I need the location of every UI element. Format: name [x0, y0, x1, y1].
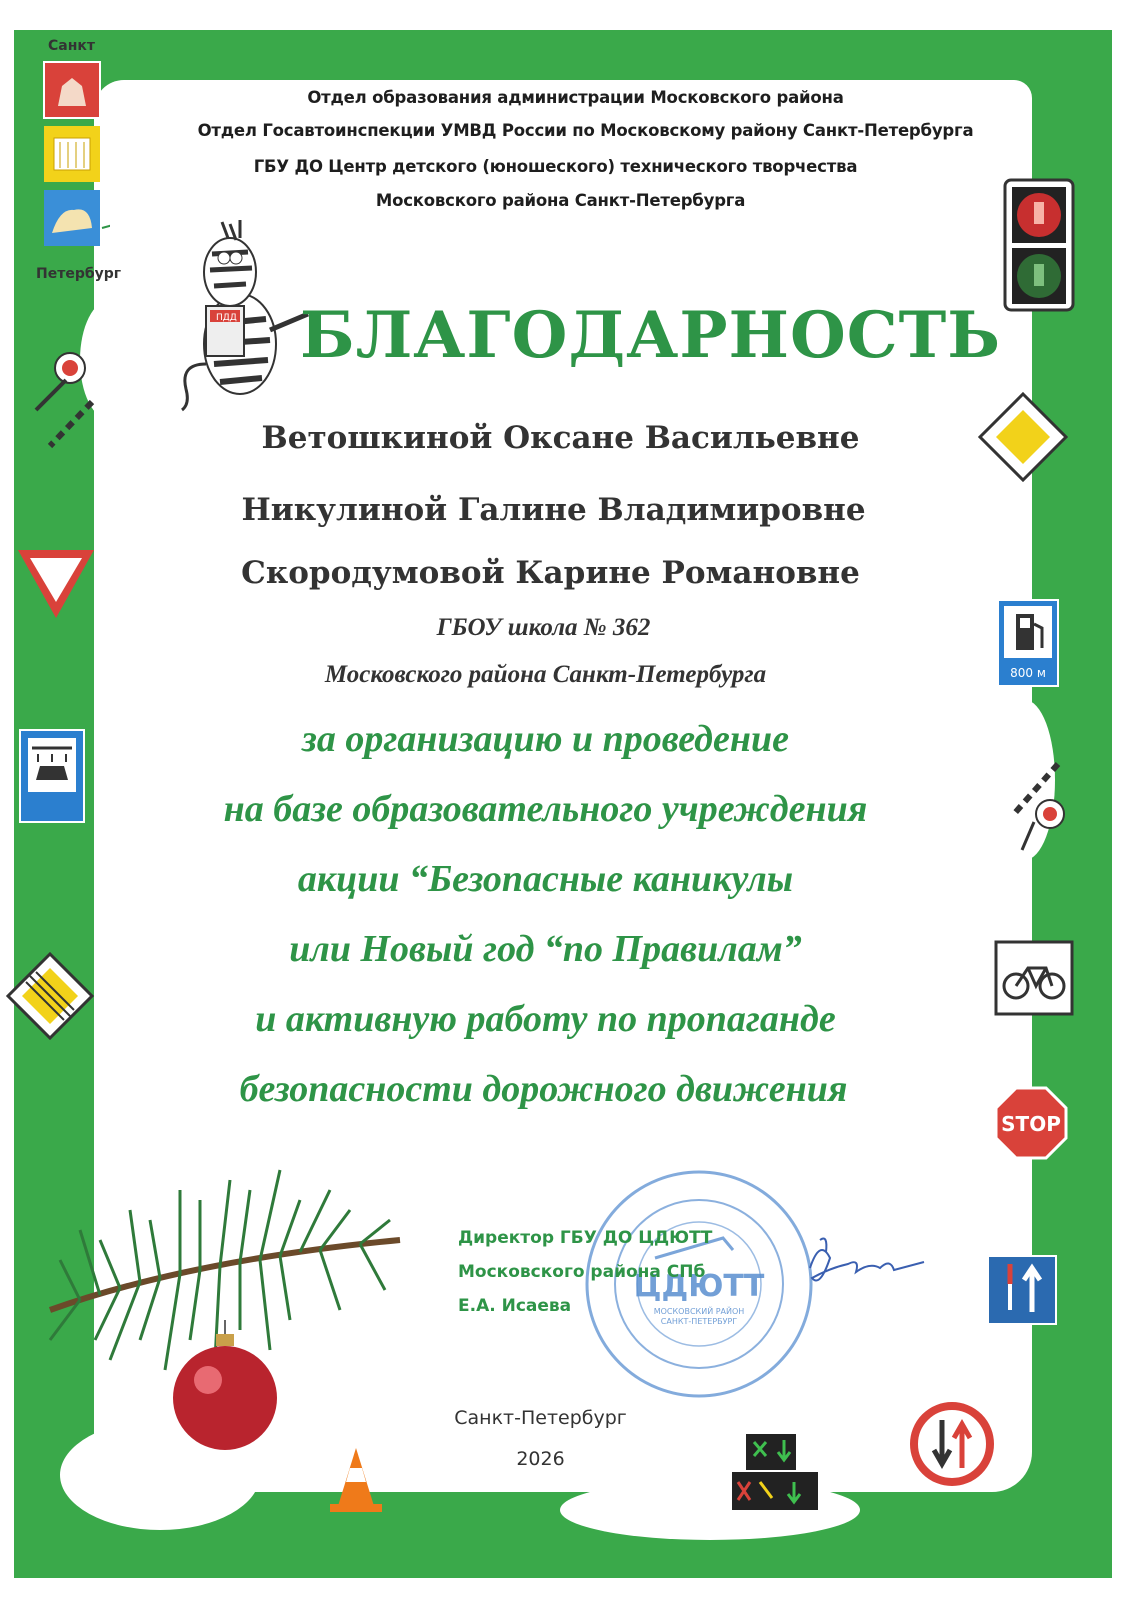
stamp-sub1-text: МОСКОВСКИЙ РАЙОН	[653, 1307, 745, 1316]
recipient-name-1: Ветошкиной Оксане Васильевне	[261, 420, 860, 456]
lane-direction-sign-icon	[986, 1254, 1058, 1326]
stamp-sub2-text: САНКТ-ПЕТЕРБУРГ	[660, 1317, 738, 1326]
reason-line-2: на базе образовательного учреждения	[223, 788, 868, 830]
certificate-title: БЛАГОДАРНОСТЬ	[300, 298, 1002, 373]
reason-line-4: или Новый год “по Правилам”	[289, 928, 802, 970]
header-line-3: ГБУ ДО Центр детского (юношеского) технического творчества	[253, 157, 858, 176]
lane-signal-lights-icon	[730, 1432, 820, 1512]
city-text: Санкт-Петербург	[454, 1407, 627, 1429]
mascot-badge-text: ПДД	[216, 313, 237, 323]
recipient-name-2: Никулиной Галине Владимировне	[241, 492, 866, 528]
logo-bottom-text: Петербург	[36, 266, 122, 282]
header-line-1: Отдел образования администрации Московского района	[307, 88, 844, 107]
recipient-name-3: Скородумовой Карине Романовне	[241, 555, 860, 591]
reason-line-1: за организацию и проведение	[302, 718, 789, 760]
fuel-distance-text: 800 м	[1010, 666, 1046, 680]
header-line-2: Отдел Госавтоинспекции УМВД России по Московскому району Санкт-Петербурга	[197, 121, 974, 140]
reason-line-6: безопасности дорожного движения	[239, 1068, 848, 1110]
reason-line-3: акции “Безопасные каникулы	[297, 858, 794, 900]
header-line-4: Московского района Санкт-Петербурга	[375, 191, 746, 210]
logo-top-text: Санкт	[48, 38, 96, 54]
handwritten-signature	[790, 1228, 930, 1298]
signatory-title: Директор ГБУ ДО ЦДЮТТ	[458, 1228, 713, 1248]
school-line-2: Московского района Санкт-Петербурга	[324, 661, 767, 688]
year-text: 2026	[516, 1448, 565, 1470]
stop-sign-text: STOP	[1001, 1112, 1061, 1136]
reason-line-5: и активную работу по пропаганде	[255, 998, 836, 1040]
zebra-mascot-icon	[170, 214, 310, 414]
stamp-center-text: ЦДЮТТ	[633, 1269, 765, 1304]
school-line-1: ГБОУ школа № 362	[436, 614, 651, 641]
pedestrian-traffic-light-icon	[1003, 178, 1075, 312]
signatory-district: Московского района СПб	[458, 1262, 706, 1282]
signatory-name: Е.А. Исаева	[458, 1296, 572, 1316]
official-stamp-icon	[583, 1168, 815, 1400]
